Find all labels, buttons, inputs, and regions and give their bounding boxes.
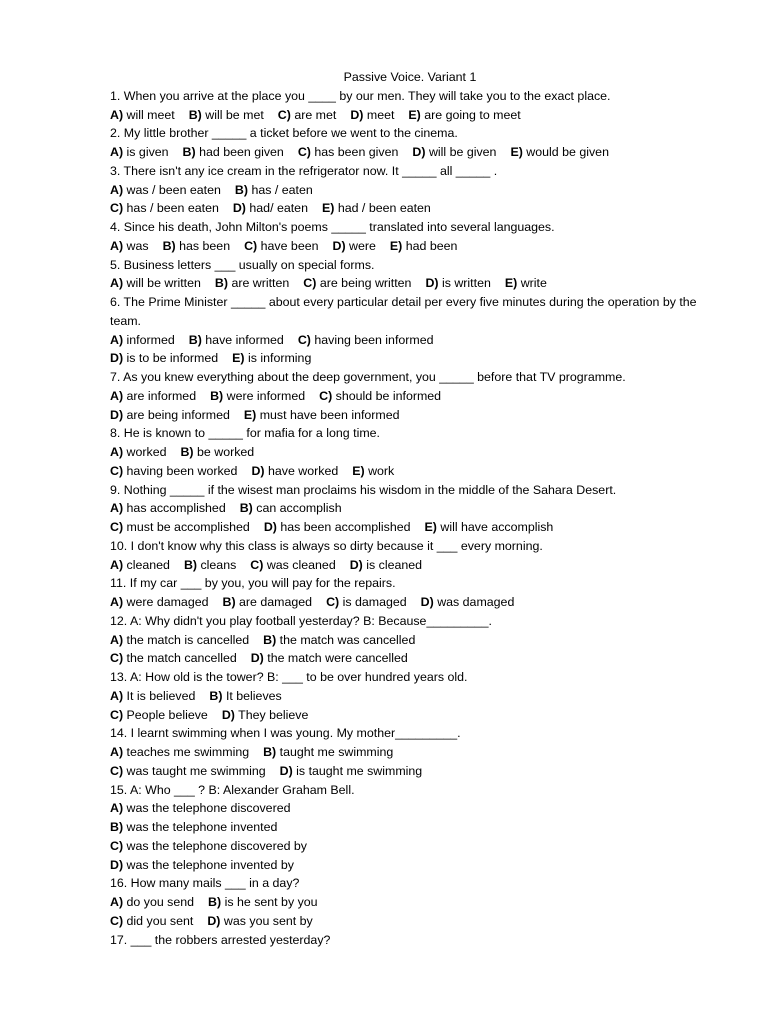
question-stem: 7. As you knew everything about the deep government, you _____ before that TV programme. <box>110 370 626 384</box>
option-letter: B) <box>188 107 202 122</box>
answer-option <box>350 108 394 122</box>
option-text: had/ eaten <box>249 201 308 216</box>
answer-option <box>110 858 294 872</box>
answer-options-line <box>110 893 710 912</box>
option-text: is written <box>441 276 491 291</box>
option-letter: A) <box>110 145 124 159</box>
option-letter: D) <box>350 107 364 122</box>
option-text: write <box>520 276 547 291</box>
answer-option <box>110 895 194 909</box>
option-letter: E) <box>321 201 335 216</box>
option-text: teaches me swimming <box>126 745 250 759</box>
answer-option <box>110 145 169 159</box>
option-letter: D) <box>207 913 221 928</box>
answer-option <box>110 351 218 365</box>
answer-option <box>298 145 399 159</box>
option-letter: A) <box>110 182 124 197</box>
option-letter: B) <box>239 501 253 516</box>
answer-options-line <box>110 406 710 425</box>
option-letter: A) <box>110 445 124 459</box>
option-text: be worked <box>197 445 255 459</box>
option-letter: E) <box>352 463 365 478</box>
question-block <box>110 124 710 162</box>
answer-options-line <box>110 181 710 200</box>
option-letter: C) <box>110 463 124 478</box>
answer-options-line <box>110 631 710 650</box>
option-text: must have been informed <box>259 407 400 422</box>
answer-option <box>110 764 266 778</box>
question-block <box>110 574 710 612</box>
answer-option <box>278 108 337 122</box>
option-letter: B) <box>222 595 236 609</box>
answer-options-line <box>110 274 710 293</box>
option-letter: C) <box>303 276 317 291</box>
option-text: will meet <box>126 107 175 122</box>
answer-option <box>110 558 170 572</box>
question-stem: 11. If my car ___ by you, you will pay for the repairs. <box>110 576 396 591</box>
answer-options-line <box>110 593 710 612</box>
answer-option <box>110 501 226 515</box>
option-text: has / been eaten <box>126 201 219 216</box>
option-text: is given <box>126 145 169 159</box>
option-letter: E) <box>510 145 523 159</box>
option-text: the match is cancelled <box>126 632 250 647</box>
question-block <box>110 874 710 930</box>
option-letter: D) <box>349 557 363 572</box>
question-block <box>110 424 710 480</box>
option-text: It believes <box>225 688 282 703</box>
question-block <box>110 218 710 256</box>
question-stem: 9. Nothing _____ if the wisest man proclaims his wisdom in the middle of the Sahara Desert. <box>110 482 617 497</box>
option-letter: B) <box>183 557 198 572</box>
answer-options-line <box>110 387 710 406</box>
option-text: was / been eaten <box>126 182 221 197</box>
option-letter: D) <box>221 707 235 722</box>
answer-option <box>233 201 308 215</box>
option-text: should be informed <box>335 388 442 403</box>
answer-option <box>326 595 407 609</box>
option-letter: D) <box>110 407 124 422</box>
answer-options-line <box>110 762 710 781</box>
answer-option <box>333 239 376 253</box>
option-text: meet <box>366 107 395 122</box>
option-letter: C) <box>326 595 340 609</box>
answer-option <box>215 276 289 290</box>
option-text: will have accomplish <box>440 520 554 534</box>
question-stem: 8. He is known to _____ for mafia for a long time. <box>110 426 380 441</box>
option-text: will be written <box>126 276 201 291</box>
answer-option <box>110 914 193 928</box>
option-letter: C) <box>110 651 124 666</box>
option-letter: A) <box>110 501 124 516</box>
option-letter: A) <box>110 745 124 759</box>
option-text: are met <box>294 107 337 122</box>
option-text: is damaged <box>342 595 407 609</box>
option-text: has accomplished <box>126 501 226 516</box>
option-text: the match were cancelled <box>267 651 408 666</box>
option-text: taught me swimming <box>279 745 394 759</box>
question-stem: 1. When you arrive at the place you ____ by our men. They will take you to the exact place. <box>110 88 611 103</box>
answer-option <box>110 239 149 253</box>
answer-options-line <box>110 518 710 537</box>
option-letter: C) <box>110 201 124 216</box>
option-letter: A) <box>110 107 124 122</box>
option-text: was cleaned <box>266 557 336 572</box>
option-text: was the telephone discovered by <box>126 838 308 853</box>
question-stem: 6. The Prime Minister _____ about every particular detail per every five minutes during the operation by the team. <box>110 295 697 328</box>
option-text: worked <box>126 445 167 459</box>
option-letter: B) <box>162 238 176 253</box>
answer-option <box>412 145 496 159</box>
option-text: were <box>349 238 376 253</box>
option-text: was the telephone discovered <box>126 801 291 816</box>
worksheet-page <box>110 68 710 949</box>
option-text: is informing <box>247 351 312 366</box>
option-text: are being written <box>319 276 412 291</box>
answer-option <box>263 745 393 759</box>
question-stem: 2. My little brother _____ a ticket before we went to the cinema. <box>110 126 458 141</box>
option-letter: D) <box>420 595 434 609</box>
option-text: was damaged <box>437 595 515 609</box>
answer-option <box>303 276 411 290</box>
option-text: the match was cancelled <box>279 632 416 647</box>
option-letter: E) <box>504 276 518 291</box>
option-letter: B) <box>263 745 277 759</box>
option-letter: A) <box>110 276 124 291</box>
question-block <box>110 612 710 668</box>
answer-option <box>110 595 209 609</box>
answer-option <box>110 201 219 215</box>
answer-option <box>110 839 307 853</box>
answer-option <box>110 633 249 647</box>
option-letter: A) <box>110 557 124 572</box>
option-letter: C) <box>110 763 124 778</box>
question-block <box>110 87 710 125</box>
option-letter: E) <box>424 520 437 534</box>
answer-option <box>207 914 312 928</box>
answer-option <box>110 389 196 403</box>
option-letter: A) <box>110 388 124 403</box>
question-stem: 4. Since his death, John Milton's poems _____ translated into several languages. <box>110 220 555 234</box>
option-text: have been <box>260 238 319 253</box>
option-text: are written <box>231 276 290 291</box>
option-letter: B) <box>188 332 202 347</box>
option-letter: D) <box>412 145 426 159</box>
option-text: It is believed <box>126 688 196 703</box>
option-letter: D) <box>332 238 346 253</box>
option-letter: B) <box>182 145 196 159</box>
answer-options-line <box>110 856 710 875</box>
option-letter: D) <box>251 463 265 478</box>
option-letter: C) <box>110 520 124 534</box>
answer-option <box>505 276 547 290</box>
answer-option <box>244 239 318 253</box>
question-stem: 5. Business letters ___ usually on special forms. <box>110 257 375 272</box>
option-text: the match cancelled <box>126 651 237 666</box>
answer-option <box>183 145 284 159</box>
option-letter: B) <box>110 820 124 834</box>
option-letter: B) <box>214 276 228 291</box>
option-letter: C) <box>244 238 258 253</box>
answer-options-line <box>110 199 710 218</box>
option-letter: A) <box>110 595 124 609</box>
answer-option <box>421 595 515 609</box>
option-letter: E) <box>408 107 421 122</box>
question-block <box>110 256 710 294</box>
answer-options-line <box>110 331 710 350</box>
option-text: are going to meet <box>424 107 521 122</box>
option-text: will be given <box>428 145 497 159</box>
option-text: They believe <box>238 707 309 722</box>
option-text: were damaged <box>126 595 209 609</box>
question-stem: 13. A: How old is the tower? B: ___ to be over hundred years old. <box>110 670 468 684</box>
option-text: having been informed <box>314 332 434 347</box>
answer-options-line <box>110 799 710 818</box>
option-text: was <box>126 238 149 253</box>
answer-option <box>280 764 423 778</box>
option-letter: A) <box>110 895 124 909</box>
option-letter: B) <box>210 388 224 403</box>
answer-option <box>510 145 609 159</box>
option-text: has been given <box>314 145 399 159</box>
answer-option <box>390 239 458 253</box>
option-letter: C) <box>110 707 124 722</box>
answer-option <box>210 389 305 403</box>
option-text: was you sent by <box>223 913 313 928</box>
option-text: would be given <box>526 145 609 159</box>
answer-options-line <box>110 818 710 837</box>
option-text: can accomplish <box>256 501 342 516</box>
option-letter: C) <box>297 145 311 159</box>
option-text: has been <box>179 238 231 253</box>
option-letter: A) <box>110 238 124 253</box>
answer-options-line <box>110 237 710 256</box>
answer-option <box>189 333 284 347</box>
option-text: is taught me swimming <box>296 763 423 778</box>
answer-option <box>298 333 434 347</box>
question-block <box>110 537 710 575</box>
option-letter: D) <box>263 520 277 534</box>
answer-option <box>319 389 441 403</box>
answer-options-line <box>110 499 710 518</box>
answer-option <box>184 558 236 572</box>
question-list <box>110 87 710 950</box>
option-letter: D) <box>279 763 293 778</box>
answer-option <box>209 689 281 703</box>
answer-option <box>251 651 408 665</box>
option-letter: A) <box>110 632 124 647</box>
answer-option <box>110 464 237 478</box>
option-text: are damaged <box>239 595 313 609</box>
option-letter: D) <box>110 857 124 872</box>
option-text: is cleaned <box>366 557 423 572</box>
answer-option <box>222 708 309 722</box>
option-letter: C) <box>277 107 291 122</box>
answer-options-line <box>110 143 710 162</box>
option-text: was the telephone invented by <box>126 857 294 872</box>
question-block <box>110 293 710 368</box>
answer-option <box>250 558 335 572</box>
option-letter: D) <box>110 351 124 366</box>
question-block <box>110 368 710 424</box>
option-letter: E) <box>232 351 245 366</box>
answer-option <box>208 895 318 909</box>
option-letter: C) <box>250 557 264 572</box>
answer-option <box>110 745 249 759</box>
option-letter: A) <box>110 801 124 816</box>
answer-options-line <box>110 649 710 668</box>
option-text: has / eaten <box>251 182 313 197</box>
option-letter: B) <box>263 632 277 647</box>
answer-option <box>110 408 230 422</box>
question-block <box>110 724 710 780</box>
option-text: cleans <box>200 557 237 572</box>
answer-options-line <box>110 706 710 725</box>
option-text: must be accomplished <box>126 520 250 534</box>
answer-options-line <box>110 837 710 856</box>
option-text: are informed <box>126 388 197 403</box>
question-stem: 15. A: Who ___ ? B: Alexander Graham Bell. <box>110 782 355 797</box>
option-text: having been worked <box>126 463 238 478</box>
answer-options-line <box>110 912 710 931</box>
option-letter: B) <box>209 688 223 703</box>
answer-options-line <box>110 556 710 575</box>
question-stem: 16. How many mails ___ in a day? <box>110 876 300 891</box>
answer-options-line <box>110 462 710 481</box>
answer-option <box>425 276 490 290</box>
answer-option <box>110 708 208 722</box>
answer-option <box>110 445 166 459</box>
option-letter: D) <box>425 276 439 291</box>
question-block <box>110 162 710 218</box>
option-text: People believe <box>126 707 208 722</box>
option-letter: C) <box>110 838 124 853</box>
answer-options-line <box>110 687 710 706</box>
option-text: were informed <box>226 388 306 403</box>
answer-options-line <box>110 443 710 462</box>
answer-option <box>110 689 195 703</box>
answer-option <box>163 239 231 253</box>
answer-option <box>425 520 554 534</box>
option-text: have informed <box>205 332 284 347</box>
page-title: Passive Voice. Variant 1 <box>343 70 477 84</box>
option-text: do you send <box>126 895 195 909</box>
answer-option <box>110 108 175 122</box>
answer-option <box>352 464 394 478</box>
answer-option <box>110 820 277 834</box>
option-letter: C) <box>110 913 124 928</box>
answer-option <box>251 464 338 478</box>
question-block <box>110 931 710 950</box>
answer-options-line <box>110 349 710 368</box>
answer-option <box>350 558 422 572</box>
answer-option <box>110 333 175 347</box>
question-stem: 12. A: Why didn't you play football yesterday? B: Because_________. <box>110 613 492 628</box>
option-text: cleaned <box>126 557 170 572</box>
option-letter: E) <box>243 407 257 422</box>
answer-option <box>110 520 250 534</box>
answer-options-line <box>110 743 710 762</box>
option-text: had been given <box>199 145 284 159</box>
question-stem: 3. There isn't any ice cream in the refrigerator now. It _____ all _____ . <box>110 163 498 178</box>
answer-option <box>263 633 415 647</box>
answer-option <box>240 501 342 515</box>
option-text: had / been eaten <box>337 201 431 216</box>
option-letter: C) <box>297 332 311 347</box>
question-stem: 10. I don't know why this class is always so dirty because it ___ every morning. <box>110 538 543 553</box>
question-block <box>110 781 710 875</box>
option-text: did you sent <box>126 913 194 928</box>
option-letter: B) <box>180 445 194 459</box>
answer-option <box>232 351 311 365</box>
answer-option <box>110 651 237 665</box>
option-text: has been accomplished <box>280 520 411 534</box>
answer-option <box>235 183 313 197</box>
option-letter: A) <box>110 688 124 703</box>
answer-option <box>110 801 290 815</box>
answer-option <box>244 408 400 422</box>
option-text: is he sent by you <box>224 895 318 909</box>
answer-option <box>110 276 201 290</box>
option-text: are being informed <box>126 407 230 422</box>
question-block <box>110 481 710 537</box>
option-letter: A) <box>110 332 124 347</box>
option-letter: B) <box>234 182 248 197</box>
option-text: is to be informed <box>126 351 219 366</box>
question-stem: 17. ___ the robbers arrested yesterday? <box>110 932 331 947</box>
option-letter: D) <box>250 651 264 666</box>
question-block <box>110 668 710 724</box>
option-text: work <box>368 463 395 478</box>
answer-option <box>189 108 264 122</box>
answer-options-line <box>110 106 710 125</box>
option-text: had been <box>405 238 458 253</box>
question-stem: 14. I learnt swimming when I was young. My mother_________. <box>110 726 461 741</box>
option-text: was the telephone invented <box>126 820 278 834</box>
option-letter: C) <box>319 388 333 403</box>
answer-option <box>110 183 221 197</box>
option-letter: E) <box>389 238 403 253</box>
option-letter: B) <box>208 895 222 909</box>
answer-option <box>322 201 431 215</box>
answer-option <box>180 445 254 459</box>
option-text: have worked <box>267 463 339 478</box>
option-text: was taught me swimming <box>126 763 266 778</box>
option-text: informed <box>126 332 175 347</box>
option-letter: D) <box>232 201 246 216</box>
answer-option <box>223 595 313 609</box>
answer-option <box>264 520 411 534</box>
answer-option <box>408 108 520 122</box>
option-text: will be met <box>205 107 264 122</box>
